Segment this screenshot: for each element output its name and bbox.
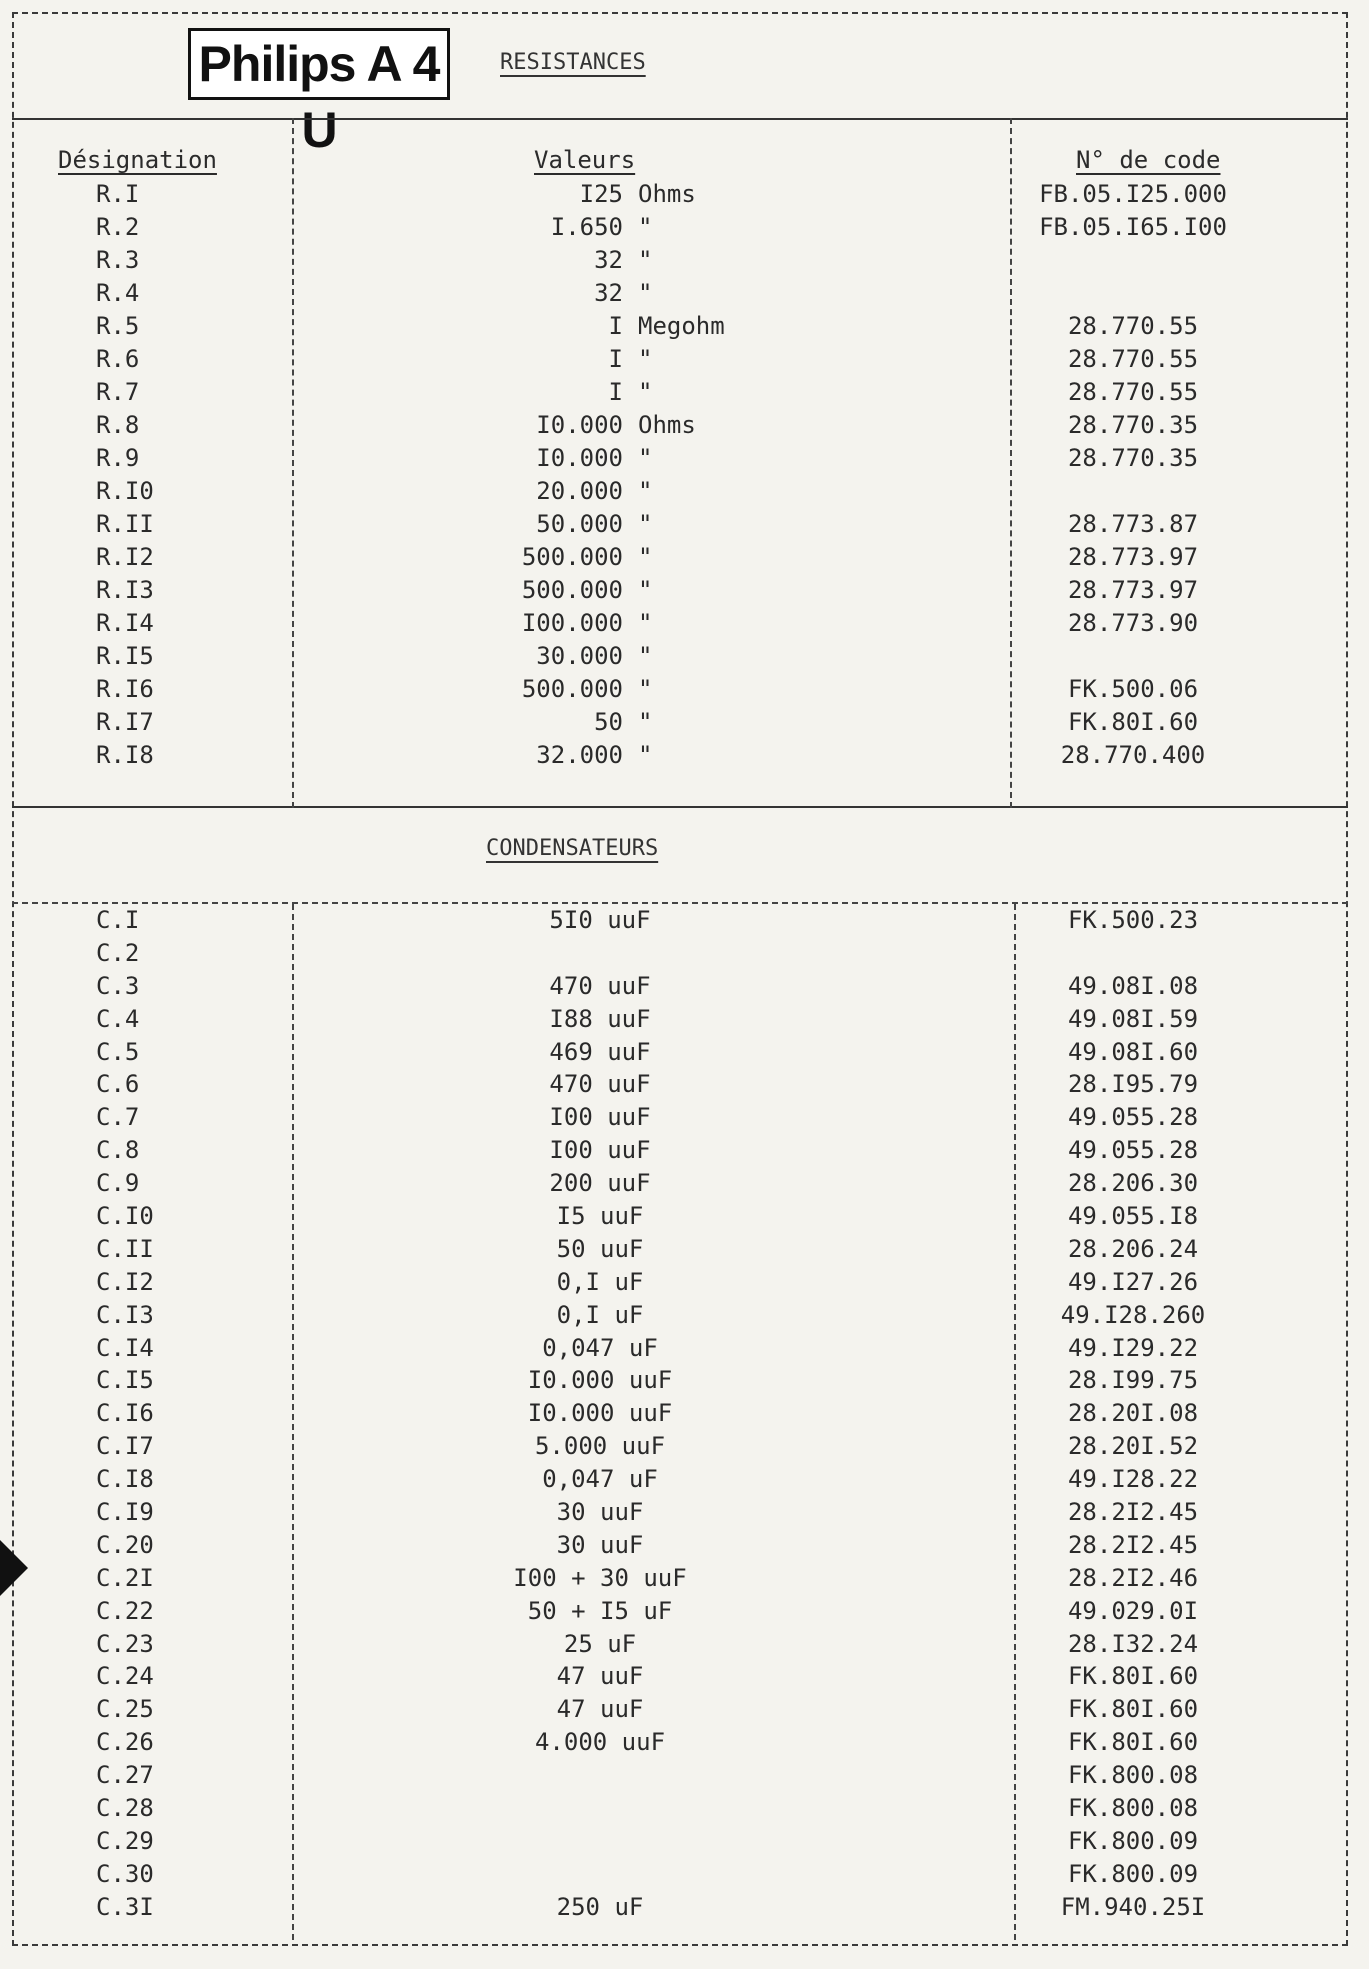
- value-cell: 4.000 uuF: [534, 1728, 666, 1757]
- table-row: [0, 937, 1369, 970]
- table-row: [0, 607, 1369, 640]
- code-cell: 49.I27.26: [1067, 1267, 1199, 1296]
- designation-cell: R.I4: [96, 609, 154, 637]
- designation-cell: R.9: [96, 444, 140, 472]
- value-cell: 20.000: [536, 477, 623, 505]
- value-cell: I0.000: [536, 411, 623, 439]
- value-cell: 0,047 uF: [542, 1465, 658, 1494]
- table-row: [0, 1200, 1369, 1233]
- designation-cell: R.I7: [96, 708, 154, 736]
- value-cell: 50 uuF: [556, 1234, 644, 1263]
- designation-cell: C.I2: [96, 1267, 154, 1296]
- code-cell: 28.206.24: [1067, 1234, 1199, 1263]
- designation-cell: C.29: [96, 1826, 154, 1855]
- unit-cell: ": [638, 642, 653, 670]
- unit-cell: ": [638, 378, 653, 406]
- table-row: [0, 244, 1369, 277]
- code-cell: 28.2I2.46: [1067, 1563, 1199, 1592]
- table-row: [0, 442, 1369, 475]
- value-cell: 250 uF: [556, 1892, 644, 1921]
- table-row: [0, 904, 1369, 937]
- unit-cell: ": [638, 609, 653, 637]
- designation-cell: C.24: [96, 1662, 154, 1691]
- designation-cell: C.II: [96, 1234, 154, 1263]
- code-cell: 28.770.55: [1067, 312, 1199, 340]
- value-cell: I5 uuF: [556, 1202, 644, 1231]
- code-cell: FB.05.I25.000: [1039, 180, 1227, 208]
- designation-cell: C.23: [96, 1629, 154, 1658]
- code-cell: FM.940.25I: [1060, 1892, 1206, 1921]
- code-cell: FK.80I.60: [1067, 1728, 1199, 1757]
- table-row: [0, 1562, 1369, 1595]
- value-cell: 500.000: [521, 675, 623, 703]
- table-row: [0, 640, 1369, 673]
- code-cell: 28.773.87: [1067, 510, 1199, 538]
- value-cell: I00 uuF: [549, 1103, 651, 1132]
- table-row: [0, 508, 1369, 541]
- code-cell: 28.I95.79: [1067, 1070, 1199, 1099]
- table-row: [0, 376, 1369, 409]
- section-divider-top: [12, 806, 1348, 808]
- value-cell: 32: [594, 279, 623, 307]
- code-cell: 49.I29.22: [1067, 1333, 1199, 1362]
- table-row: [0, 1364, 1369, 1397]
- value-cell: I00 + 30 uuF: [513, 1563, 687, 1592]
- code-cell: 49.08I.60: [1067, 1037, 1199, 1066]
- code-cell: 49.I28.22: [1067, 1465, 1199, 1494]
- designation-cell: R.I: [96, 180, 140, 208]
- unit-cell: ": [638, 510, 653, 538]
- table-row: [0, 475, 1369, 508]
- designation-cell: C.I6: [96, 1399, 154, 1428]
- table-row: [0, 1167, 1369, 1200]
- table-row: [0, 1825, 1369, 1858]
- designation-cell: C.4: [96, 1004, 140, 1033]
- designation-cell: C.2I: [96, 1563, 154, 1592]
- table-row: [0, 1660, 1369, 1693]
- resistances-table: [0, 178, 1369, 772]
- code-cell: 28.770.35: [1067, 444, 1199, 472]
- header-divider: [12, 118, 1348, 120]
- code-cell: FB.05.I65.I00: [1039, 213, 1227, 241]
- value-cell: I25: [579, 180, 623, 208]
- designation-cell: C.25: [96, 1695, 154, 1724]
- table-row: [0, 1430, 1369, 1463]
- table-row: [0, 1332, 1369, 1365]
- value-cell: 470 uuF: [549, 971, 651, 1000]
- code-cell: 28.20I.08: [1067, 1399, 1199, 1428]
- code-cell: 28.I99.75: [1067, 1366, 1199, 1395]
- designation-cell: R.4: [96, 279, 140, 307]
- designation-cell: R.5: [96, 312, 140, 340]
- value-cell: 470 uuF: [549, 1070, 651, 1099]
- designation-cell: C.28: [96, 1794, 154, 1823]
- value-cell: 200 uuF: [549, 1169, 651, 1198]
- code-cell: 49.055.I8: [1067, 1202, 1199, 1231]
- table-row: [0, 1036, 1369, 1069]
- value-cell: 5.000 uuF: [534, 1432, 666, 1461]
- designation-cell: C.I4: [96, 1333, 154, 1362]
- designation-cell: C.I7: [96, 1432, 154, 1461]
- designation-cell: C.I9: [96, 1498, 154, 1527]
- value-cell: I00 uuF: [549, 1136, 651, 1165]
- code-cell: 28.770.55: [1067, 378, 1199, 406]
- section-title-resistances: RESISTANCES: [500, 50, 646, 75]
- designation-cell: R.8: [96, 411, 140, 439]
- code-cell: 28.2I2.45: [1067, 1530, 1199, 1559]
- code-cell: FK.800.08: [1067, 1761, 1199, 1790]
- unit-cell: ": [638, 741, 653, 769]
- table-row: [0, 310, 1369, 343]
- designation-cell: R.2: [96, 213, 140, 241]
- table-row: [0, 1299, 1369, 1332]
- value-cell: 0,I uF: [556, 1300, 644, 1329]
- designation-cell: C.I3: [96, 1300, 154, 1329]
- designation-cell: R.I2: [96, 543, 154, 571]
- code-cell: FK.80I.60: [1067, 1662, 1199, 1691]
- code-cell: FK.80I.60: [1067, 1695, 1199, 1724]
- unit-cell: ": [638, 576, 653, 604]
- code-cell: 49.I28.260: [1060, 1300, 1206, 1329]
- code-cell: 28.770.55: [1067, 345, 1199, 373]
- code-cell: 49.055.28: [1067, 1103, 1199, 1132]
- code-cell: FK.800.09: [1067, 1826, 1199, 1855]
- code-cell: 28.773.90: [1067, 609, 1199, 637]
- table-row: [0, 343, 1369, 376]
- designation-cell: C.30: [96, 1859, 154, 1888]
- table-row: [0, 1595, 1369, 1628]
- unit-cell: ": [638, 213, 653, 241]
- designation-cell: C.I5: [96, 1366, 154, 1395]
- value-cell: 500.000: [521, 576, 623, 604]
- table-row: [0, 1134, 1369, 1167]
- table-row: [0, 211, 1369, 244]
- code-cell: 49.029.0I: [1067, 1596, 1199, 1625]
- table-row: [0, 1397, 1369, 1430]
- code-cell: FK.80I.60: [1067, 708, 1199, 736]
- value-cell: I.650: [550, 213, 623, 241]
- value-cell: 47 uuF: [556, 1695, 644, 1724]
- designation-cell: R.I3: [96, 576, 154, 604]
- table-row: [0, 739, 1369, 772]
- designation-cell: C.2: [96, 938, 140, 967]
- unit-cell: ": [638, 345, 653, 373]
- code-cell: 49.08I.59: [1067, 1004, 1199, 1033]
- designation-cell: R.I5: [96, 642, 154, 670]
- designation-cell: C.6: [96, 1070, 140, 1099]
- column-header-designation: Désignation: [58, 146, 217, 174]
- ink-blot: [0, 1540, 28, 1596]
- designation-cell: R.6: [96, 345, 140, 373]
- designation-cell: R.II: [96, 510, 154, 538]
- table-row: [0, 574, 1369, 607]
- value-cell: I88 uuF: [549, 1004, 651, 1033]
- unit-cell: Megohm: [638, 312, 725, 340]
- designation-cell: C.5: [96, 1037, 140, 1066]
- table-row: [0, 1529, 1369, 1562]
- designation-cell: C.I: [96, 906, 140, 934]
- unit-cell: Ohms: [638, 180, 696, 208]
- value-cell: 25 uF: [563, 1629, 637, 1658]
- value-cell: I00.000: [521, 609, 623, 637]
- value-cell: I: [608, 312, 623, 340]
- value-cell: I0.000 uuF: [527, 1399, 673, 1428]
- column-header-valeurs: Valeurs: [534, 146, 636, 174]
- code-cell: 28.770.35: [1067, 411, 1199, 439]
- table-row: [0, 673, 1369, 706]
- code-cell: 28.206.30: [1067, 1169, 1199, 1198]
- designation-cell: R.I8: [96, 741, 154, 769]
- code-cell: FK.500.23: [1067, 906, 1199, 934]
- table-row: [0, 178, 1369, 211]
- value-cell: 30 uuF: [556, 1530, 644, 1559]
- code-cell: 28.773.97: [1067, 576, 1199, 604]
- table-row: [0, 1628, 1369, 1661]
- value-cell: I0.000 uuF: [527, 1366, 673, 1395]
- code-cell: 28.770.400: [1060, 741, 1206, 769]
- table-row: [0, 1496, 1369, 1529]
- designation-cell: C.22: [96, 1596, 154, 1625]
- designation-cell: C.7: [96, 1103, 140, 1132]
- table-row: [0, 1463, 1369, 1496]
- designation-cell: R.3: [96, 246, 140, 274]
- code-cell: FK.500.06: [1067, 675, 1199, 703]
- value-cell: 5I0 uuF: [549, 906, 651, 934]
- brand-label: Philips A 4 U: [188, 28, 450, 100]
- code-cell: FK.800.09: [1067, 1859, 1199, 1888]
- section-title-condensateurs: CONDENSATEURS: [486, 836, 659, 861]
- code-cell: 28.773.97: [1067, 543, 1199, 571]
- table-row: [0, 1759, 1369, 1792]
- column-header-code: N° de code: [1076, 146, 1221, 174]
- designation-cell: C.I0: [96, 1202, 154, 1231]
- table-row: [0, 1693, 1369, 1726]
- table-row: [0, 970, 1369, 1003]
- value-cell: 0,047 uF: [542, 1333, 658, 1362]
- unit-cell: ": [638, 543, 653, 571]
- table-row: [0, 277, 1369, 310]
- table-row: [0, 1101, 1369, 1134]
- unit-cell: ": [638, 246, 653, 274]
- table-row: [0, 1891, 1369, 1924]
- designation-cell: C.3: [96, 971, 140, 1000]
- value-cell: 32.000: [536, 741, 623, 769]
- table-row: [0, 1726, 1369, 1759]
- code-cell: 28.20I.52: [1067, 1432, 1199, 1461]
- value-cell: 500.000: [521, 543, 623, 571]
- code-cell: 28.I32.24: [1067, 1629, 1199, 1658]
- table-row: [0, 541, 1369, 574]
- designation-cell: C.8: [96, 1136, 140, 1165]
- value-cell: 50: [594, 708, 623, 736]
- table-row: [0, 1858, 1369, 1891]
- table-row: [0, 1068, 1369, 1101]
- table-row: [0, 1003, 1369, 1036]
- table-row: [0, 409, 1369, 442]
- designation-cell: C.26: [96, 1728, 154, 1757]
- table-row: [0, 1792, 1369, 1825]
- designation-cell: C.9: [96, 1169, 140, 1198]
- value-cell: I: [608, 345, 623, 373]
- designation-cell: R.I6: [96, 675, 154, 703]
- designation-cell: C.I8: [96, 1465, 154, 1494]
- table-row: [0, 1266, 1369, 1299]
- value-cell: I0.000: [536, 444, 623, 472]
- designation-cell: C.3I: [96, 1892, 154, 1921]
- unit-cell: ": [638, 279, 653, 307]
- designation-cell: R.I0: [96, 477, 154, 505]
- unit-cell: ": [638, 477, 653, 505]
- code-cell: FK.800.08: [1067, 1794, 1199, 1823]
- table-row: [0, 706, 1369, 739]
- value-cell: 32: [594, 246, 623, 274]
- condensateurs-table: [0, 904, 1369, 1924]
- code-cell: 28.2I2.45: [1067, 1498, 1199, 1527]
- value-cell: 50.000: [536, 510, 623, 538]
- value-cell: 50 + I5 uF: [527, 1596, 673, 1625]
- unit-cell: ": [638, 675, 653, 703]
- unit-cell: ": [638, 444, 653, 472]
- value-cell: 30 uuF: [556, 1498, 644, 1527]
- value-cell: 0,I uF: [556, 1267, 644, 1296]
- designation-cell: R.7: [96, 378, 140, 406]
- unit-cell: ": [638, 708, 653, 736]
- value-cell: I: [608, 378, 623, 406]
- value-cell: 30.000: [536, 642, 623, 670]
- designation-cell: C.20: [96, 1530, 154, 1559]
- designation-cell: C.27: [96, 1761, 154, 1790]
- value-cell: 47 uuF: [556, 1662, 644, 1691]
- code-cell: 49.08I.08: [1067, 971, 1199, 1000]
- value-cell: 469 uuF: [549, 1037, 651, 1066]
- table-row: [0, 1233, 1369, 1266]
- unit-cell: Ohms: [638, 411, 696, 439]
- code-cell: 49.055.28: [1067, 1136, 1199, 1165]
